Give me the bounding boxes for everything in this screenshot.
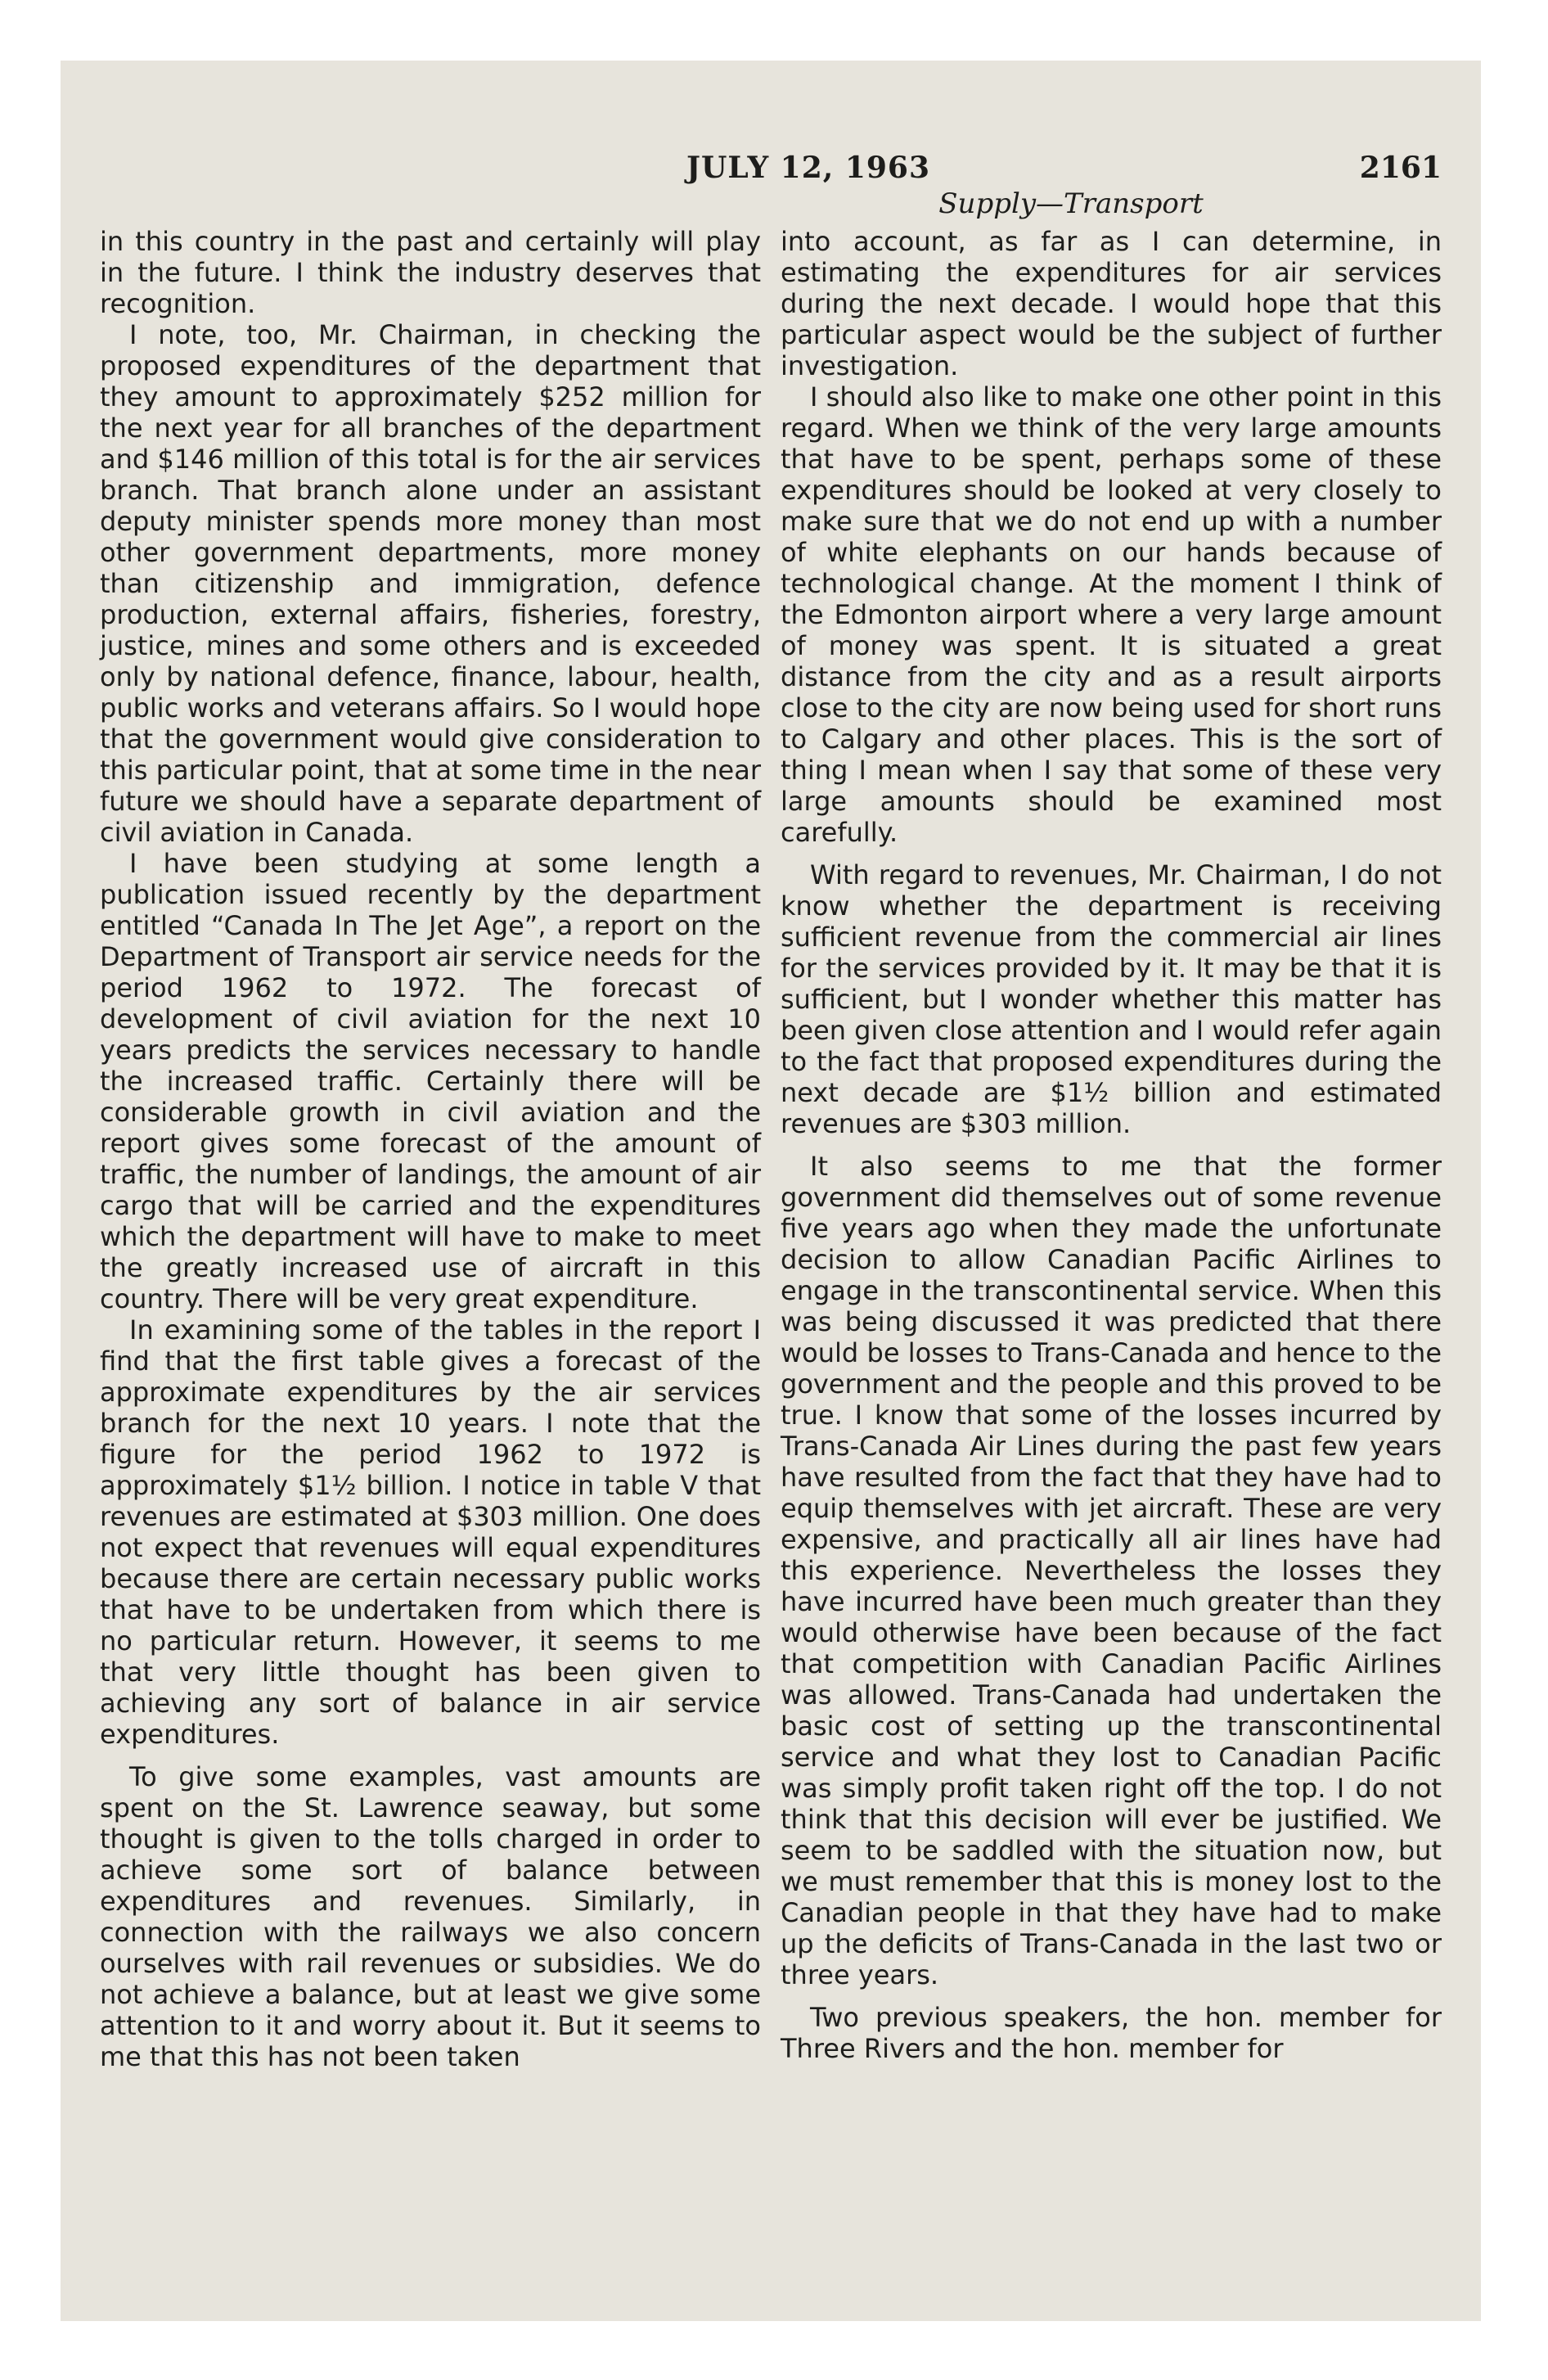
paragraph: It also seems to me that the former government did themselves out of some revenue five years ago when they made the unfortunate decision to allow Canadian Pacific Airlines to engage in the transcontinental service. When this was being discussed it was predicted that there would be losses to Trans-Canada and hence to the government and the people and this proved to be true. I know that some of the losses incurred by Trans-Canada Air Lines during the past few years have resulted from the fact that they have had to equip themselves with jet aircraft. These are very expensive, and practically all air lines have had this experience. Nevertheless the losses they have incurred have been much greater than they would otherwise have been because of the fact that competition with Canadian Pacific Airlines was allowed. Trans-Canada had undertaken the basic cost of setting up the transcontinental service and what they lost to Canadian Pacific was simply profit taken right off the top. I do not think that this decision will ever be justified. We seem to be saddled with the situation now, but we must remember that this is money lost to the Canadian people in that they have had to make up the deficits of Trans-Canada in the last two or three years. (781, 1151, 1442, 1990)
paragraph: In examining some of the tables in the report I find that the first table gives a forecast of the approximate expenditures by the air services branch for the next 10 years. I note that the figure for the period 1962 to 1972 is approximately $1½ billion. I notice in table V that revenues are estimated at $303 million. One does not expect that revenues will equal expenditures because there are certain necessary public works that have to be undertaken from which there is no particular return. However, it seems to me that very little thought has been given to achieving any sort of balance in air service expenditures. (100, 1314, 761, 1750)
header-date: JULY 12, 1963 (686, 151, 931, 185)
paragraph: To give some examples, vast amounts are spent on the St. Lawrence seaway, but some thought is given to the tolls charged in order to achieve some sort of balance between expenditures and revenues. Similarly, in connection with the railways we also concern ourselves with rail revenues or subsidies. We do not achieve a balance, but at least we give some attention to it and worry about it. But it seems to me that this has not been taken (100, 1761, 761, 2072)
paragraph: I have been studying at some length a publication issued recently by the department entitled “Canada In The Jet Age”, a report on the Department of Transport air service needs for the period 1962 to 1972. The forecast of development of civil aviation for the next 10 years predicts the services necessary to handle the increased traffic. Certainly there will be considerable growth in civil aviation and the report gives some forecast of the amount of traffic, the number of landings, the amount of air cargo that will be carried and the expenditures which the department will have to make to meet the greatly increased use of aircraft in this country. There will be very great expenditure. (100, 848, 761, 1314)
paragraph: I should also like to make one other point in this regard. When we think of the very large amounts that have to be spent, perhaps some of these expenditures should be looked at very closely to make sure that we do not end up with a number of white elephants on our hands because of technological change. At the moment I think of the Edmonton airport where a very large amount of money was spent. It is situated a great distance from the city and as a result airports close to the city are now being used for short runs to Calgary and other places. This is the sort of thing I mean when I say that some of these very large amounts should be examined most carefully. (781, 381, 1442, 848)
paragraph: in this country in the past and certainly will play in the future. I think the industry deserves that recognition. (100, 226, 761, 319)
section-heading: Supply—Transport (938, 187, 1204, 220)
page-scan (61, 61, 1481, 2321)
paragraph: With regard to revenues, Mr. Chairman, I do not know whether the department is receiving sufficient revenue from the commercial air lines for the services provided by it. It may be that it is sufficient, but I wonder whether this matter has been given close attention and I would refer again to the fact that proposed expenditures during the next decade are $1½ billion and estimated revenues are $303 million. (781, 859, 1442, 1139)
paragraph: Two previous speakers, the hon. member for Three Rivers and the hon. member for (781, 2002, 1442, 2064)
right-column (781, 226, 1442, 2064)
page-number: 2161 (1359, 151, 1442, 185)
left-column (100, 226, 761, 2072)
paragraph: I note, too, Mr. Chairman, in checking the proposed expenditures of the department that they amount to approximately $252 million for the next year for all branches of the department and $146 million of this total is for the air services branch. That branch alone under an assistant deputy minister spends more money than most other government departments, more money than citizenship and immigration, defence production, external affairs, fisheries, forestry, justice, mines and some others and is exceeded only by national defence, finance, labour, health, public works and veterans affairs. So I would hope that the government would give consideration to this particular point, that at some time in the near future we should have a separate department of civil aviation in Canada. (100, 319, 761, 848)
paragraph: into account, as far as I can determine, in estimating the expenditures for air services during the next decade. I would hope that this particular aspect would be the subject of further investigation. (781, 226, 1442, 381)
